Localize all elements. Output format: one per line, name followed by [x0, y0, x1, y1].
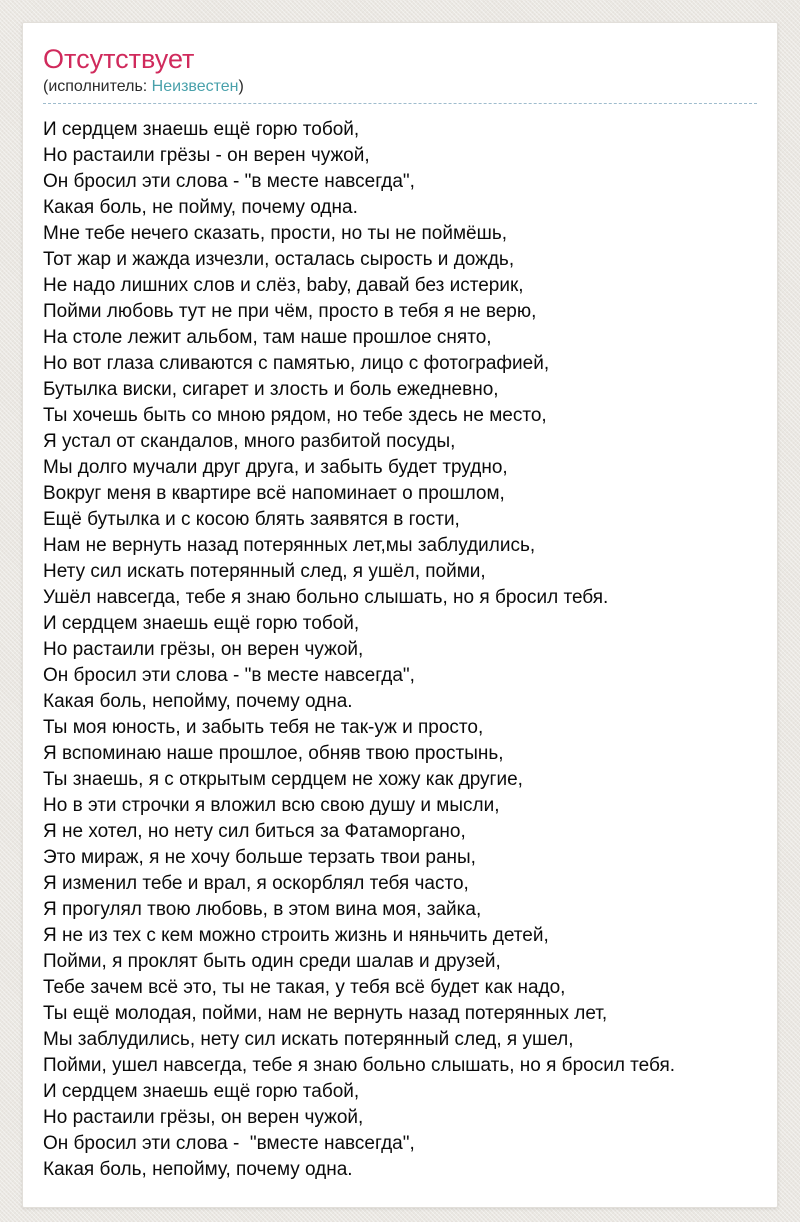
lyric-line: Тебе зачем всё это, ты не такая, у тебя всё будет как надо, [43, 977, 566, 998]
lyric-line: Это мираж, я не хочу больше терзать твои раны, [43, 847, 476, 868]
lyric-line: Какая боль, непойму, почему одна. [43, 1159, 353, 1180]
lyric-line: Нету сил искать потерянный след, я ушёл, пойми, [43, 561, 486, 582]
lyric-line: И сердцем знаешь ещё горю тобой, [43, 613, 360, 634]
lyric-line: Я устал от скандалов, много разбитой посуды, [43, 431, 456, 452]
lyric-line: Мы долго мучали друг друга, и забыть будет трудно, [43, 457, 508, 478]
lyric-line: Я не из тех с кем можно строить жизнь и няньчить детей, [43, 925, 549, 946]
lyric-line: Вокруг меня в квартире всё напоминает о прошлом, [43, 483, 505, 504]
lyric-line: Ты хочешь быть со мною рядом, но тебе здесь не место, [43, 405, 547, 426]
lyric-line: Он бросил эти слова - "вместе навсегда", [43, 1133, 415, 1154]
lyric-line: Он бросил эти слова - "в месте навсегда", [43, 171, 415, 192]
lyric-line: Но вот глаза сливаются с памятью, лицо с фотографией, [43, 353, 550, 374]
lyric-line: Ты ещё молодая, пойми, нам не вернуть назад потерянных лет, [43, 1003, 608, 1024]
lyrics-card [22, 22, 778, 1208]
lyric-line: Ушёл навсегда, тебе я знаю больно слышать, но я бросил тебя. [43, 587, 609, 608]
lyric-line: Ты знаешь, я с открытым сердцем не хожу как другие, [43, 769, 523, 790]
artist-suffix: ) [238, 78, 244, 95]
lyric-line: Но растаили грёзы - он верен чужой, [43, 145, 370, 166]
lyric-line: Какая боль, непойму, почему одна. [43, 691, 353, 712]
lyric-line: Пойми, ушел навсегда, тебе я знаю больно слышать, но я бросил тебя. [43, 1055, 676, 1076]
lyric-line: Пойми любовь тут не при чём, просто в тебя я не верю, [43, 301, 537, 322]
lyric-line: Тот жар и жажда изчезли, осталась сырость и дождь, [43, 249, 515, 270]
artist-label: (исполнитель: [43, 78, 152, 95]
lyric-line: Он бросил эти слова - "в месте навсегда", [43, 665, 415, 686]
song-title: Отсутствует [43, 44, 195, 74]
lyric-line: Ещё бутылка и с косою блять заявятся в гости, [43, 509, 460, 530]
lyric-line: Я вспоминаю наше прошлое, обняв твою простынь, [43, 743, 504, 764]
lyric-line: Ты моя юность, и забыть тебя не так-уж и просто, [43, 717, 484, 738]
lyric-line: Какая боль, не пойму, почему одна. [43, 197, 358, 218]
lyric-line: Но растаили грёзы, он верен чужой, [43, 639, 364, 660]
lyric-line: Не надо лишних слов и слёз, baby, давай без истерик, [43, 275, 524, 296]
artist-line [43, 76, 757, 104]
lyric-line: Но растаили грёзы, он верен чужой, [43, 1107, 364, 1128]
artist-link[interactable]: Неизвестен [151, 78, 239, 95]
lyric-line: Мы заблудились, нету сил искать потерянный след, я ушел, [43, 1029, 574, 1050]
lyric-line: Я изменил тебе и врал, я оскорблял тебя часто, [43, 873, 469, 894]
lyric-line: Бутылка виски, сигарет и злость и боль ежедневно, [43, 379, 499, 400]
lyric-line: На столе лежит альбом, там наше прошлое снято, [43, 327, 492, 348]
lyric-line: Но в эти строчки я вложил всю свою душу и мысли, [43, 795, 500, 816]
lyric-line: И сердцем знаешь ещё горю табой, [43, 1081, 360, 1102]
lyric-line: Пойми, я проклят быть один среди шалав и друзей, [43, 951, 501, 972]
lyric-line: Мне тебе нечего сказать, прости, но ты не поймёшь, [43, 223, 508, 244]
lyric-line: Я прогулял твою любовь, в этом вина моя, зайка, [43, 899, 482, 920]
lyric-line: Я не хотел, но нету сил биться за Фатаморгано, [43, 821, 466, 842]
lyric-line: Нам не вернуть назад потерянных лет,мы заблудились, [43, 535, 536, 556]
lyrics-text [43, 117, 757, 1183]
lyric-line: И сердцем знаешь ещё горю тобой, [43, 119, 360, 140]
